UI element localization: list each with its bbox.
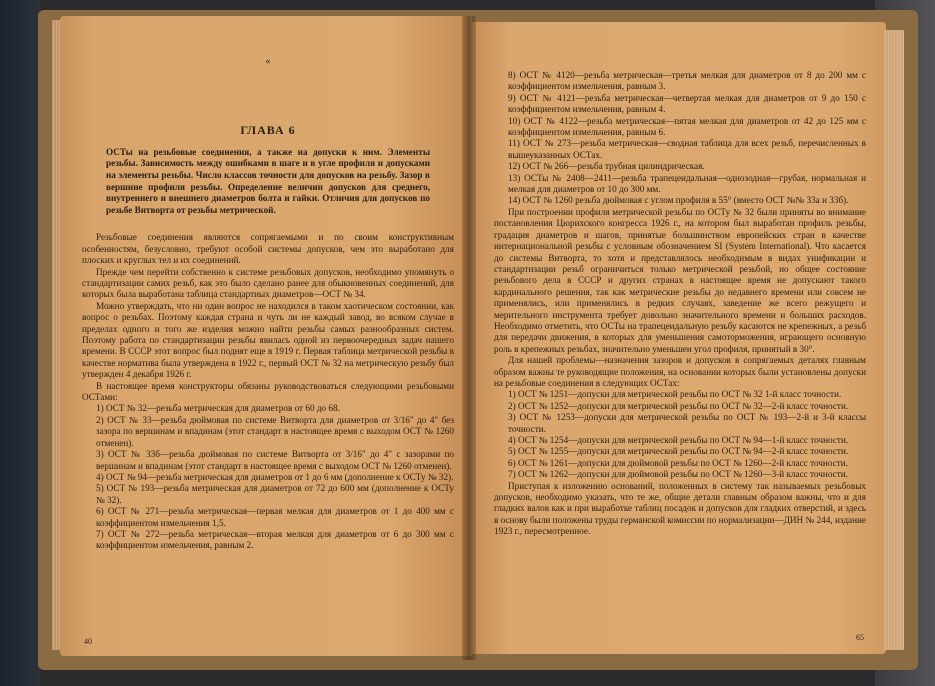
list-item: 8) ОСТ № 4120—резьба метрическая—третья мелкая для диаметров от 8 до 200 мм с коэффициентом измельчения, равным 3.	[508, 70, 866, 92]
page-number-right: 65	[856, 633, 864, 642]
list-item: 4) ОСТ № 1254—допуски для метрической резьбы по ОСТ № 94—1-й класс точности.	[508, 435, 849, 445]
left-page	[60, 16, 472, 656]
paragraph: Прежде чем перейти собственно к системе резьбовых допусков, необходимо упомянуть о стандартизации самих резьб, как это было сделано ранее для обыкновенных соединений, для которых была выработана таблица стандартных диаметров—ОСТ № 34.	[82, 266, 454, 300]
list-item: 9) ОСТ № 4121—резьба метрическая—четвертая мелкая для диаметров от 9 до 150 с коэффициентом измельчения, равным 4.	[508, 92, 866, 115]
list-item: 6) ОСТ № 1261—допуски для дюймовой резьбы по ОСТ № 1260—2-й класс точности.	[508, 457, 848, 468]
list-item: 3) ОСТ № 33б—резьба дюймовая по системе Витворта от 3/16" до 4" с зазорами по вершинам и впадинам (этот стандарт в настоящее время с выходом ОСТ № 1260 отменен).	[96, 449, 454, 471]
top-mark: «	[265, 56, 271, 67]
list-item: 1) ОСТ № 32—резьба метрическая для диаметров от 60 до 68.	[96, 403, 340, 414]
list-item: 14) ОСТ № 1260 резьба дюймовая с углом профиля в 55° (вместо ОСТ №№ 33а и 33б).	[508, 195, 849, 206]
chapter-abstract: ОСТы на резьбовые соединения, а также на допуски к ним. Элементы резьбы. Зависимость между ошибками в шаге и в угле профиля и допусками на элементы резьбы. Число классов точности для допусков на резьбу. Зазор в вершине профиля резьбы. Определение величин допусков для среднего, внутреннего и внешнего диаметров болта и гайки. Отличия для допусков по резьбе Витворта от резьбы метрической.	[106, 146, 430, 215]
list-item: 4) ОСТ № 94—резьба метрическая для диаметров от 1 до 6 мм (дополнение к ОСТу № 32).	[96, 471, 454, 482]
page-number-left: 40	[84, 637, 92, 646]
paragraph: Для нашей проблемы—назначения зазоров и допусков в сопрягаемых деталях главным образом важны те руководящие положения, на основании которых были установлены допуски на резьбовые соединения в следующих ОСТах:	[494, 355, 866, 388]
paragraph: Можно утверждать, что ни один вопрос не находился в таком хаотическом состоянии, как вопрос о резьбах. Поэтому каждая страна и чуть ли не каждый завод, во всяком случае в пределах одного и того же изделия можно найти резьбы самых разнообразных систем. Поэтому работа по стандартизации резьбы явилась одной из первоочередных задач нашего времени. В СССР этот вопрос был поднят еще в 1919 г. Первая таблица метрической резьбы в качестве норматива была утверждена в 1922 г., первый ОСТ № 32 на метрическую резьбу был утвержден 4 декабря 1926 г.	[82, 300, 454, 380]
list-item: 12) ОСТ № 266—резьба трубная цилиндрическая.	[508, 161, 705, 172]
paragraph: В настоящее время конструкторы обязаны руководствоваться следующими резьбовыми ОСТами:	[82, 380, 454, 403]
background-left	[0, 0, 40, 686]
right-page-content	[494, 70, 866, 538]
list-item: 5) ОСТ № 193—резьба метрическая для диаметров от 72 до 600 мм (дополнение к ОСТу № 32).	[96, 483, 454, 505]
list-item: 3) ОСТ № 1253—допуски для метрической резьбы по ОСТ № 193—2-й и 3-й классы точности.	[508, 412, 866, 434]
paragraph: Приступая к изложению оснований, положенных в систему так называемых резьбовых допусков, необходимо указать, что те же, общие детали главным образом важны, что и для гладких валов как и при выработке таблиц посадок и допусков для гладких отверстий, и здесь в основу были положены труды германской комиссии по нормализации—ДИН № 244, издание 1923 г., пересмотренное.	[494, 480, 866, 537]
list-item: 2) ОСТ № 33—резьба дюймовая по системе Витворта для диаметров от 3/16" до 4" без зазора по вершинам и впадинам (этот стандарт в настоящее время с выходом ОСТ № 1260 отменен).	[96, 414, 454, 448]
list-item: 1) ОСТ № 1251—допуски для метрической резьбы по ОСТ № 32 1-й класс точности.	[508, 389, 842, 400]
list-item: 6) ОСТ № 271—резьба метрическая—первая мелкая для диаметров от 1 до 400 мм с коэффициентом измельчения 1,5.	[96, 506, 454, 528]
list-item: 7) ОСТ № 272—резьба метрическая—вторая мелкая для диаметров от 6 до 300 мм с коэффициентом измельчения, равным 2.	[96, 528, 454, 551]
list-item: 11) ОСТ № 273—резьба метрическая—сводная таблица для всех резьб, перечисленных в вышеуказанных ОСТах.	[508, 138, 866, 160]
list-item: 13) ОСТы № 2408—2411—резьба трапецеидальная—однозодная—грубая, нормальная и мелкая для диаметров от 10 до 300 мм.	[508, 172, 866, 195]
paragraph: При построении профиля метрической резьбы по ОСТу № 32 были приняты во внимание постановления Цюрихского конгресса 1926 г., на котором был выработан профиль резьбы, градация диаметров и шагов, принятые большинством европейских стран в качестве интернациональной резьбы с условным обозначением SI (System International). Что касается до системы Витворта, то хотя и представлялось необходимым в видах унификации и стандартизации резьб ограничиться только метрической резьбой, но общее состояние резьбового дела в СССР и других странах в настоящее время не допускают такого кардинального решения, так как метрические резьбы до недавнего времени или совсем не применялись, или применялись в редких случаях, заведение же всего режущего и мерительного инструмента требует довольно значительного времени и больших расходов. Необходимо отметить, что ОСТы на трапецеидальную резьбу касаются не крепежных, а резьб для передачи движения, в которых для уменьшения самоторможения, играющего основную роль в крепежных резьбах, значительно уменьшен угол профиля, принятый в 30°.	[494, 206, 866, 354]
list-item: 10) ОСТ № 4122—резьба метрическая—пятая мелкая для диаметров от 42 до 125 мм с коэффициентом измельчения, равным 6.	[508, 115, 866, 138]
paragraph: Резьбовые соединения являются сопрягаемыми и по своим конструктивным особенностям, безусловно, требуют особой системы допусков, чем это выработано для плоских и круглых тел и их соединений.	[82, 232, 454, 266]
list-item: 5) ОСТ № 1255—допуски для метрической резьбы по ОСТ № 94—2-й класс точности.	[508, 446, 849, 457]
book-spine-gutter	[462, 16, 476, 660]
chapter-title: ГЛАВА 6	[240, 123, 296, 138]
left-page-content	[82, 56, 454, 552]
right-page	[468, 22, 886, 654]
list-item: 7) ОСТ № 1262—допуски для дюймовой резьбы по ОСТ № 1260—3-й класс точности.	[508, 469, 848, 480]
page-edges-right	[884, 30, 904, 650]
list-item: 2) ОСТ № 1252—допуски для метрической резьбы по ОСТ № 32—2-й класс точности.	[508, 400, 849, 411]
